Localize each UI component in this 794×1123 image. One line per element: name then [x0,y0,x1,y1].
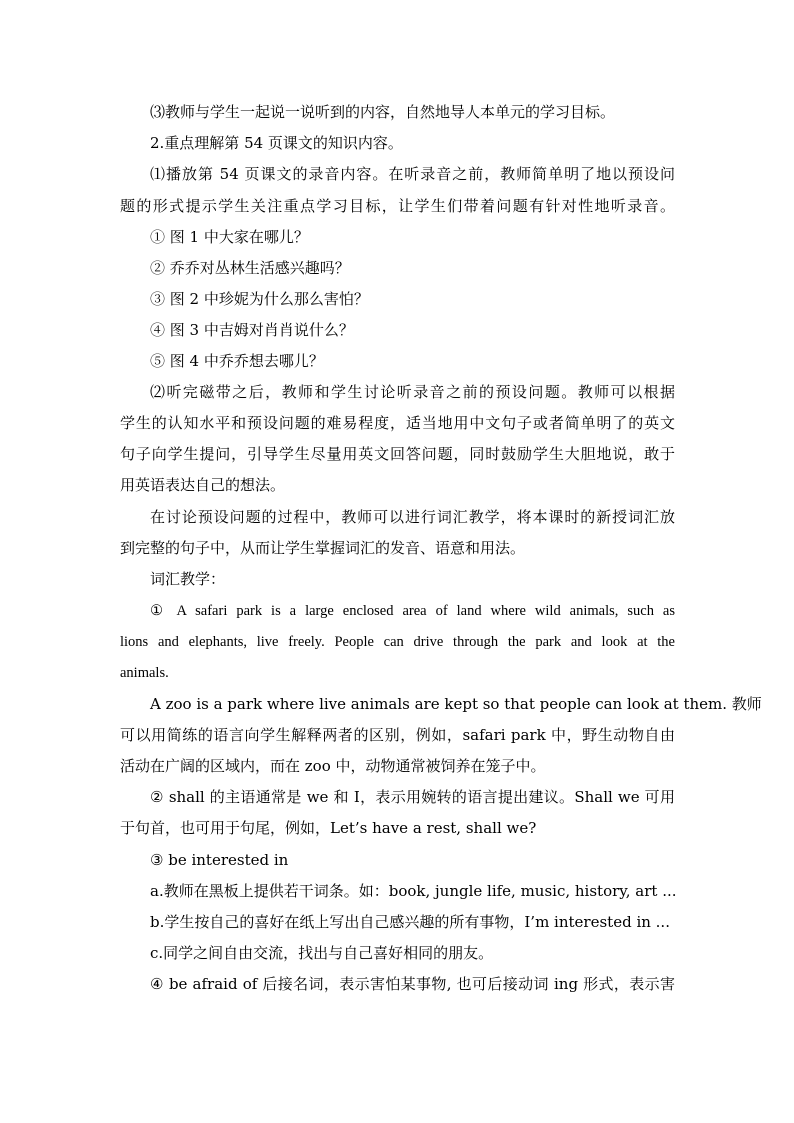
vocab-line: ③ be interested in [150,851,289,869]
text-line: ⑴播放第 54 页课文的录音内容。在听录音之前，教师简单明了地以预设问 [150,165,675,183]
text-line: 于句首，也可用于句尾，例如，Let’s have a rest, shall we? [120,819,537,837]
question-item: ④ 图 3 中吉姆对肖肖说什么？ [150,321,354,339]
list-item: a.教师在黑板上提供若干词条。如：book, jungle life, music, history, art ... [150,882,677,900]
question-item: ② 乔乔对丛林生活感兴趣吗？ [150,259,350,277]
vocab-line: A zoo is a park where live animals are kept so that people can look at them. 教师 [150,695,762,713]
vocab-line: ② shall 的主语通常是 we 和 I，表示用婉转的语言提出建议。Shall we 可用 [150,788,675,806]
vocab-line: ④ be afraid of 后接名词，表示害怕某事物, 也可后接动词 ing 形式，表示害 [150,975,675,993]
text-line: 可以用简练的语言向学生解释两者的区别，例如，safari park 中，野生动物自由 [120,726,675,744]
text-line: 活动在广阔的区域内，而在 zoo 中，动物通常被饲养在笼子中。 [120,757,546,775]
vocab-line: lions and elephants, live freely. People can drive through the park and look at the [120,634,675,650]
list-item: b.学生按自己的喜好在纸上写出自己感兴趣的所有事物，I’m interested in ... [150,913,670,931]
text-line: ⑵听完磁带之后，教师和学生讨论听录音之前的预设问题。教师可以根据 [150,383,675,401]
text-line: ⑶教师与学生一起说一说听到的内容，自然地导人本单元的学习目标。 [150,103,616,121]
section-heading: 2.重点理解第 54 页课文的知识内容。 [150,134,403,152]
question-item: ① 图 1 中大家在哪儿？ [150,228,309,246]
vocab-line: ① A safari park is a large enclosed area of land where wild animals, such as [150,603,675,619]
text-line: 句子向学生提问，引导学生尽量用英文回答问题，同时鼓励学生大胆地说，敢于 [120,445,675,463]
vocab-line: animals. [120,665,169,681]
text-line: 题的形式提示学生关注重点学习目标，让学生们带着问题有针对性地听录音。 [120,197,675,215]
question-item: ⑤ 图 4 中乔乔想去哪儿？ [150,352,324,370]
text-line: 在讨论预设问题的过程中，教师可以进行词汇教学，将本课时的新授词汇放 [150,508,675,526]
subsection-heading: 词汇教学： [150,570,226,588]
text-line: 用英语表达自己的想法。 [120,476,286,494]
text-line: 学生的认知水平和预设问题的难易程度，适当地用中文句子或者简单明了的英文 [120,414,675,432]
question-item: ③ 图 2 中珍妮为什么那么害怕？ [150,290,369,308]
list-item: c.同学之间自由交流，找出与自己喜好相同的朋友。 [150,944,494,962]
text-line: 到完整的句子中，从而让学生掌握词汇的发音、语意和用法。 [120,539,526,557]
